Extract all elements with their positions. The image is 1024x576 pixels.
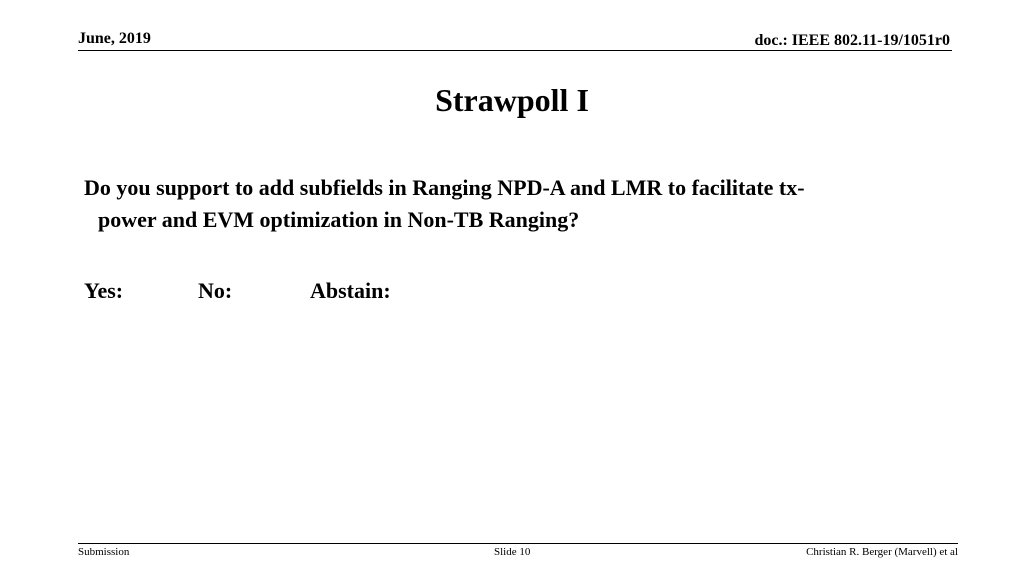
slide-title: Strawpoll I (435, 82, 589, 118)
vote-yes-label: Yes: (84, 278, 124, 303)
footer-submission: Submission (78, 546, 130, 558)
strawpoll-question (84, 172, 954, 236)
vote-abstain-label: Abstain: (310, 278, 391, 303)
header-date: June, 2019 (78, 30, 151, 47)
header-doc-id: doc.: IEEE 802.11-19/1051r0 (754, 32, 950, 49)
question-line-2: power and EVM optimization in Non-TB Ranging? (98, 207, 580, 232)
question-line-1: Do you support to add subfields in Ranging NPD-A and LMR to facilitate tx- (84, 175, 805, 200)
vote-no-label: No: (198, 278, 233, 303)
header-divider (78, 50, 952, 51)
footer-author: Christian R. Berger (Marvell) et al (806, 546, 958, 558)
footer-slide-number: Slide 10 (494, 546, 531, 558)
footer-divider (78, 543, 958, 544)
